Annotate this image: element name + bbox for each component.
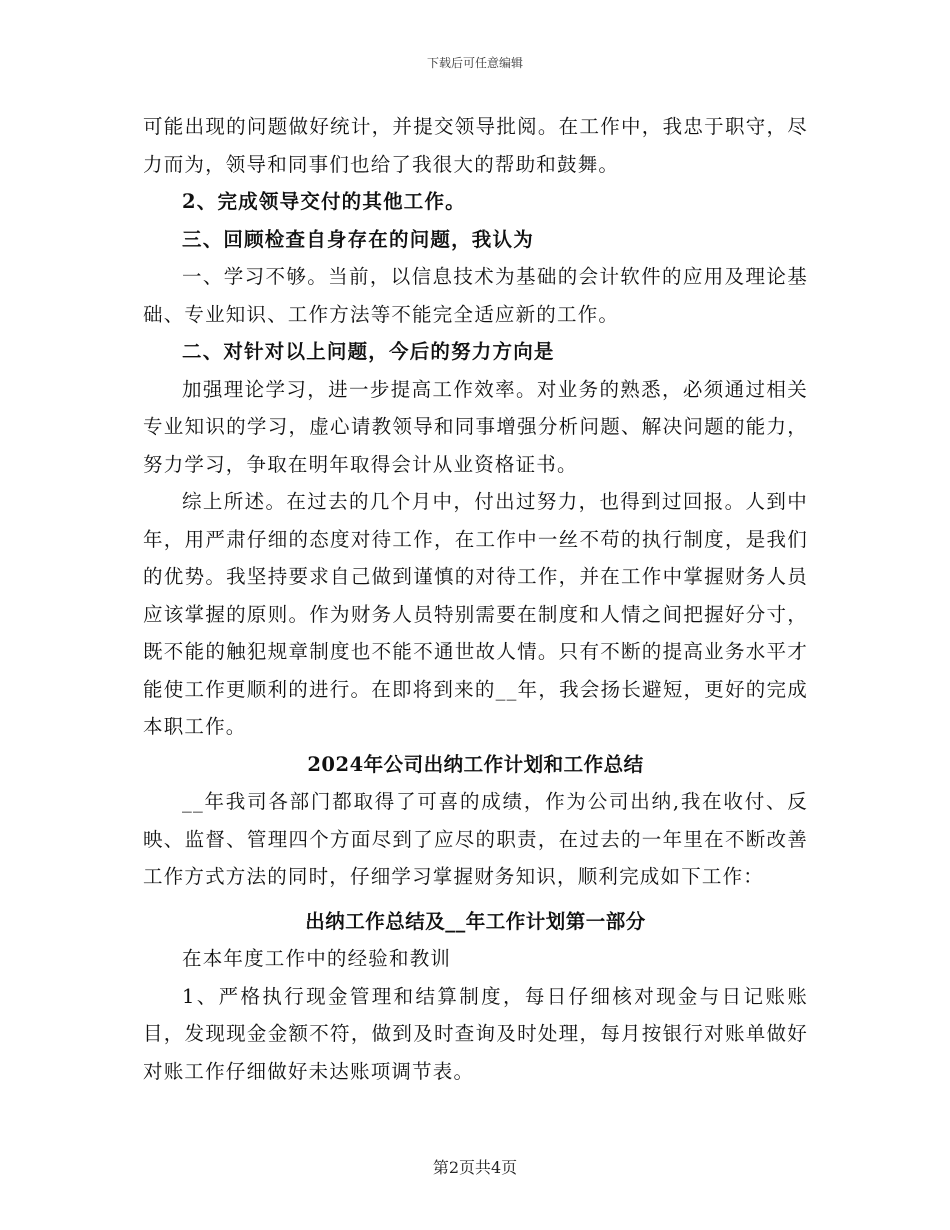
item-heading-2: 2、完成领导交付的其他工作。 <box>182 190 466 213</box>
spacer <box>143 896 808 903</box>
paragraph-intro: __年我司各部门都取得了可喜的成绩，作为公司出纳,我在收付、反映、监督、管理四个方面尽到了应尽的职责，在过去的一年里在不断改善工作方式方法的同时，仔细学习掌握财务知识，顺利完成如下工作： <box>143 790 808 888</box>
paragraph-theory: 加强理论学习，进一步提高工作效率。对业务的熟悉，必须通过相关专业知识的学习，虚心请教领导和同事增强分析问题、解决问题的能力，努力学习，争取在明年取得会计从业资格证书。 <box>143 377 808 476</box>
paragraph-experience: 在本年度工作中的经验和教训 <box>182 947 452 970</box>
paragraph-summary: 综上所述。在过去的几个月中，付出过努力，也得到过回报。人到中年，用严肃仔细的态度对待工作，在工作中一丝不苟的执行制度，是我们的优势。我坚持要求自己做到谨慎的对待工作，并在工作中掌握财务人员应该掌握的原则。作为财务人员特别需要在制度和人情之间把握好分寸，既不能的触犯规章制度也不能不通世故人情。只有不断的提高业务水平才能使工作更顺利的进行。在即将到来的__年，我会扬长避短，更好的完成本职工作。 <box>143 490 808 738</box>
section-heading-direction: 二、对针对以上问题，今后的努力方向是 <box>182 340 555 363</box>
paragraph-cash: 1、严格执行现金管理和结算制度，每日仔细核对现金与日记账账目，发现现金金额不符，做到及时查询及时处理，每月按银行对账单做好对账工作仔细做好未达账项调节表。 <box>143 984 808 1083</box>
paragraph-study: 一、学习不够。当前，以信息技术为基础的会计软件的应用及理论基础、专业知识、工作方法等不能完全适应新的工作。 <box>143 265 808 326</box>
page-header: 下载后可任意编辑 <box>426 56 523 70</box>
section-heading-3: 三、回顾检查自身存在的问题，我认为 <box>182 227 534 251</box>
page-footer: 第2页共4页 <box>432 1158 518 1177</box>
part-heading: 出纳工作总结及__年工作计划第一部分 <box>305 909 646 933</box>
document-body <box>143 108 808 1090</box>
document-title: 2024年公司出纳工作计划和工作总结 <box>307 752 644 776</box>
paragraph-continuation: 可能出现的问题做好统计，并提交领导批阅。在工作中，我忠于职守，尽力而为，领导和同事们也给了我很大的帮助和鼓舞。 <box>143 115 808 176</box>
